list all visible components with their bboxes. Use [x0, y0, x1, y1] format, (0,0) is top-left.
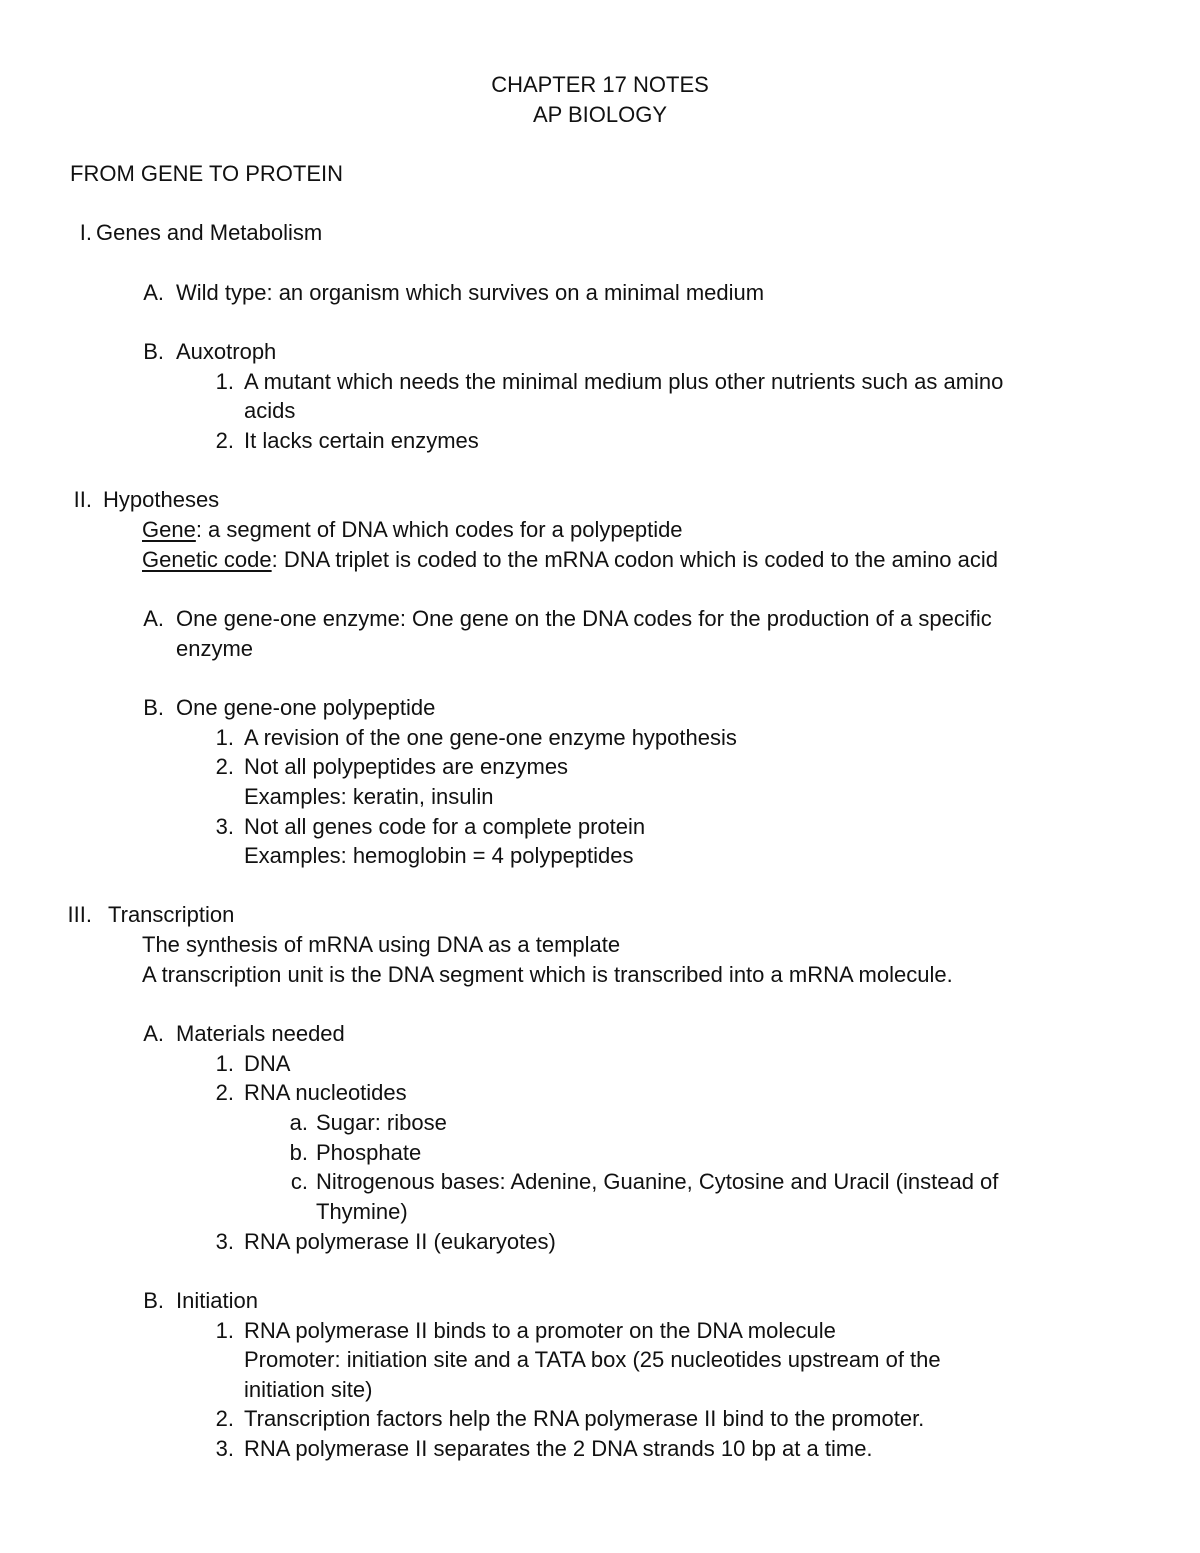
list-item-marker: 1. — [215, 725, 234, 750]
sub-item-text: Sugar: ribose — [316, 1110, 447, 1135]
section-2-b-text: One gene-one polypeptide — [176, 695, 436, 720]
gene-definition — [142, 515, 683, 545]
list-item-text: Transcription factors help the RNA polymerase II bind to the promoter. — [244, 1406, 925, 1431]
sub-item-marker: b. — [289, 1140, 308, 1165]
section-2-b-marker: B. — [143, 695, 164, 720]
list-item-text: Not all genes code for a complete protein — [244, 814, 646, 839]
list-item-text: RNA polymerase II binds to a promoter on the DNA molecule — [244, 1318, 836, 1343]
section-2-a-marker: A. — [143, 606, 164, 631]
list-item-text: Examples: keratin, insulin — [244, 784, 494, 809]
list-item-text: DNA — [244, 1051, 291, 1076]
section-3-b-text: Initiation — [176, 1288, 258, 1313]
gene-term: Gene — [142, 517, 196, 542]
list-item-text: RNA polymerase II separates the 2 DNA strands 10 bp at a time. — [244, 1436, 873, 1461]
section-3-a-marker: A. — [143, 1021, 164, 1046]
section-3-marker: III. — [67, 902, 92, 927]
section-1-a-text: Wild type: an organism which survives on a minimal medium — [176, 280, 765, 305]
section-2-marker: II. — [73, 487, 92, 512]
document-title: CHAPTER 17 NOTES — [491, 72, 709, 97]
section-3-heading: Transcription — [108, 902, 235, 927]
section-1-heading: Genes and Metabolism — [96, 220, 323, 245]
list-item-marker: 2. — [215, 1406, 234, 1431]
genetic-code-definition — [142, 545, 998, 575]
list-item-marker: 1. — [215, 369, 234, 394]
list-item-marker: 3. — [215, 1229, 234, 1254]
genetic-code-term: Genetic code — [142, 547, 272, 572]
section-3-a-text: Materials needed — [176, 1021, 345, 1046]
sub-item-text: Thymine) — [316, 1199, 408, 1224]
section-1-b-marker: B. — [143, 339, 164, 364]
section-2-heading: Hypotheses — [103, 487, 220, 512]
section-2-a-text: enzyme — [176, 636, 254, 661]
main-heading: FROM GENE TO PROTEIN — [70, 161, 343, 186]
list-item-marker: 2. — [215, 428, 234, 453]
genetic-code-def: : DNA triplet is coded to the mRNA codon which is coded to the amino acid — [271, 547, 999, 572]
list-item-marker: 3. — [215, 1436, 234, 1461]
section-3-intro: A transcription unit is the DNA segment which is transcribed into a mRNA molecule. — [142, 962, 953, 987]
list-item-text: Not all polypeptides are enzymes — [244, 754, 569, 779]
list-item-marker: 1. — [215, 1318, 234, 1343]
list-item-text: acids — [244, 398, 296, 423]
list-item-text: A mutant which needs the minimal medium plus other nutrients such as amino — [244, 369, 1004, 394]
section-3-intro: The synthesis of mRNA using DNA as a template — [142, 932, 621, 957]
section-2-a-text: One gene-one enzyme: One gene on the DNA codes for the production of a specific — [176, 606, 992, 631]
list-item-marker: 1. — [215, 1051, 234, 1076]
list-item-text: A revision of the one gene-one enzyme hypothesis — [244, 725, 737, 750]
list-item-text: Examples: hemoglobin = 4 polypeptides — [244, 843, 634, 868]
sub-item-marker: a. — [289, 1110, 308, 1135]
list-item-text: It lacks certain enzymes — [244, 428, 479, 453]
list-item-text: initiation site) — [244, 1377, 373, 1402]
list-item-text: Promoter: initiation site and a TATA box (25 nucleotides upstream of the — [244, 1347, 941, 1372]
section-1-marker: I. — [79, 220, 92, 245]
sub-item-marker: c. — [290, 1169, 308, 1194]
list-item-marker: 2. — [215, 754, 234, 779]
section-1-b-text: Auxotroph — [176, 339, 277, 364]
gene-def: : a segment of DNA which codes for a polypeptide — [195, 517, 683, 542]
document-subtitle: AP BIOLOGY — [532, 102, 668, 127]
list-item-text: RNA nucleotides — [244, 1080, 407, 1105]
sub-item-text: Phosphate — [316, 1140, 422, 1165]
section-3-b-marker: B. — [143, 1288, 164, 1313]
list-item-marker: 3. — [215, 814, 234, 839]
list-item-text: RNA polymerase II (eukaryotes) — [244, 1229, 556, 1254]
section-1-a-marker: A. — [143, 280, 164, 305]
sub-item-text: Nitrogenous bases: Adenine, Guanine, Cytosine and Uracil (instead of — [316, 1169, 999, 1194]
list-item-marker: 2. — [215, 1080, 234, 1105]
